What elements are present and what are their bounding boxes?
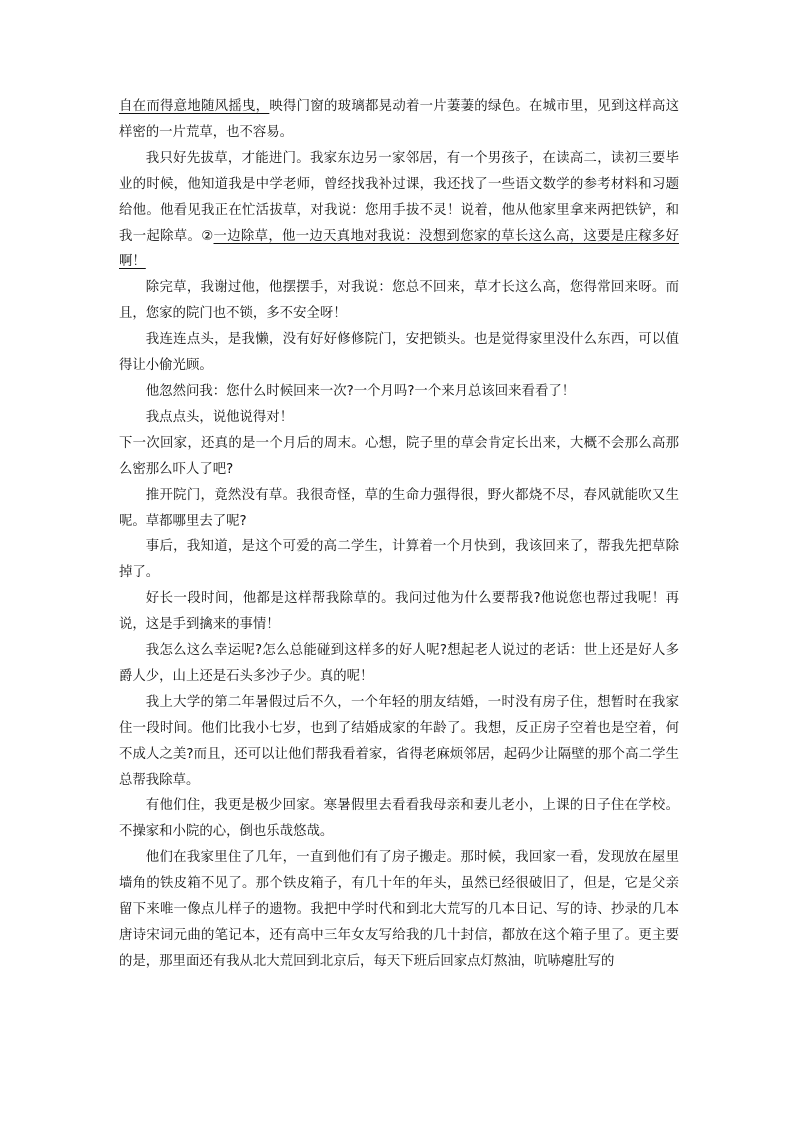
paragraph	[119, 534, 679, 586]
paragraph	[119, 793, 679, 845]
text-segment: 我点点头，说他说得对！	[145, 409, 294, 425]
text-segment: 我上大学的第二年暑假过后不久，一个年轻的朋友结婚，一时没有房子住，想暂时在我家住一段时间。他们比我小七岁，也到了结婚成家的年龄了。我想，反正房子空着也是空着，何不成人之美?而且，还可以让他们帮我看着家，省得老麻烦邻居，起码少让隔壁的那个高二学生总帮我除草。	[119, 694, 679, 788]
paragraph	[119, 845, 679, 975]
text-segment: 他们在我家里住了几年，一直到他们有了房子搬走。那时候，我回家一看，发现放在屋里墙角的铁皮箱不见了。那个铁皮箱子，有几十年的年头，虽然已经很破旧了，但是，它是父亲留下来唯一像点儿样子的遗物。我把中学时代和到北大荒写的几本日记、写的诗、抄录的几本唐诗宋词元曲的笔记本，还有高中三年女友写给我的几十封信，都放在这个箱子里了。更主要的是，那里面还有我从北大荒回到北京后，每天下班后回家点灯熬油，吭哧瘪肚写的	[119, 850, 679, 969]
text-segment: 好长一段时间，他都是这样帮我除草的。我问过他为什么要帮我?他说您也帮过我呢！再说，这是手到擒来的事情！	[119, 591, 679, 633]
text-segment: 他忽然问我：您什么时候回来一次?一个月吗?一个来月总该回来看看了！	[145, 383, 576, 399]
paragraph	[119, 275, 679, 327]
underlined-passage: 一边除草，他一边天真地对我说：没想到您家的草长这么高，这要是庄稼多好啊！	[119, 228, 679, 270]
paragraph	[119, 405, 679, 431]
paragraph	[119, 146, 679, 276]
text-segment: 事后，我知道，是这个可爱的高二学生，计算着一个月快到，我该回来了，帮我先把草除掉了。	[119, 539, 679, 581]
text-segment: 我只好先拔草，才能进门。我家东边另一家邻居，有一个男孩子，在读高二，读初三要毕业的时候，他知道我是中学老师，曾经找我补过课，我还找了一些语文数学的参考材料和习题给他。他看见我正在忙活拔草，对我说：您用手拔不灵！说着，他从他家里拿来两把铁铲，和我一起除草。②	[119, 150, 679, 244]
underlined-passage: 自在而得意地随风摇曳，	[119, 99, 270, 114]
paragraph	[119, 483, 679, 535]
paragraph	[119, 379, 679, 405]
paragraph	[119, 586, 679, 638]
text-segment: 有他们住，我更是极少回家。寒暑假里去看看我母亲和妻儿老小，上课的日子住在学校。不操家和小院的心，倒也乐哉悠哉。	[119, 798, 679, 840]
paragraph	[119, 690, 679, 794]
paragraph	[119, 327, 679, 379]
text-segment: 映得门窗的玻璃都晃动着一片萋萋的绿色。在城市里，见到这样高这样密的一片荒草，也不容易。	[119, 99, 680, 140]
text-segment: 下一次回家，还真的是一个月后的周末。心想，院子里的草会肯定长出来，大概不会那么高那么密那么吓人了吧?	[119, 435, 679, 477]
text-segment: 推开院门，竟然没有草。我很奇怪，草的生命力强得很，野火都烧不尽，春风就能吹又生呢。草都哪里去了呢?	[119, 487, 679, 529]
paragraph	[119, 94, 679, 146]
document-body	[119, 94, 679, 975]
text-segment: 我连连点头，是我懒，没有好好修修院门，安把锁头。也是觉得家里没什么东西，可以值得让小偷光顾。	[119, 332, 679, 374]
text-segment: 我怎么这么幸运呢?怎么总能碰到这样多的好人呢?想起老人说过的老话：世上还是好人多爵人少，山上还是石头多沙子少。真的呢！	[119, 643, 679, 684]
text-segment: 除完草，我谢过他，他摆摆手，对我说：您总不回来，草才长这么高，您得常回来呀。而且，您家的院门也不锁，多不安全呀！	[119, 280, 679, 322]
paragraph	[119, 431, 679, 483]
paragraph	[119, 638, 679, 690]
